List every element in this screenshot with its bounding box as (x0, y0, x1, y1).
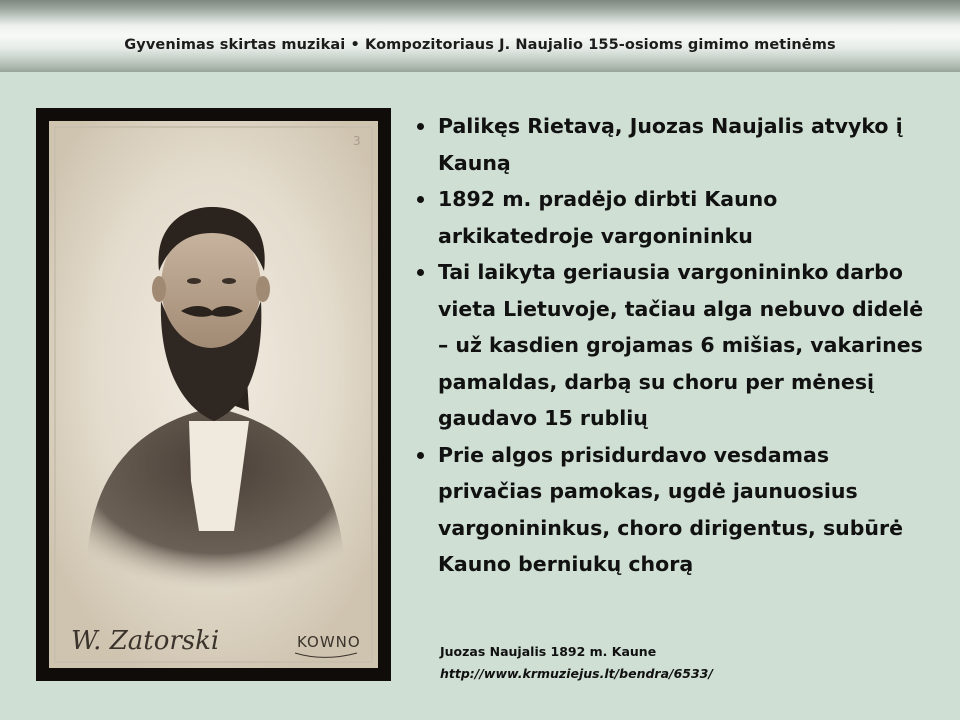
bullet-dot-icon (417, 196, 424, 203)
bullet-item (408, 108, 938, 181)
bullet-item (408, 254, 938, 437)
page-title: Gyvenimas skirtas muzikai • Kompozitoriaus J. Naujalio 155-osioms gimimo metinėms (124, 37, 836, 53)
portrait-photo (49, 121, 378, 668)
bullet-item (408, 181, 938, 254)
portrait-image (49, 121, 378, 668)
bullet-dot-icon (417, 123, 424, 130)
bullet-text: 1892 m. pradėjo dirbti Kauno arkikatedroje vargonininku (438, 187, 778, 248)
source-link[interactable]: http://www.krmuziejus.lt/bendra/6533/ (440, 666, 713, 681)
bullet-text: Tai laikyta geriausia vargonininko darbo vieta Lietuvoje, tačiau alga nebuvo didelė – už kasdien grojamas 6 mišias, vakarines pamaldas, darbą su choru per mėnesį gaudavo 15 rublių (438, 260, 924, 430)
photo-caption (440, 641, 940, 685)
bullet-text: Palikęs Rietavą, Juozas Naujalis atvyko į Kauną (438, 114, 903, 175)
photo-place-label: KOWNO (297, 633, 361, 651)
bullet-list (408, 108, 938, 583)
title-bar (0, 0, 960, 72)
portrait-photo-frame (36, 108, 391, 681)
bullet-text: Prie algos prisidurdavo vesdamas privačias pamokas, ugdė jaunuosius vargonininkus, choro dirigentus, subūrė Kauno berniukų chorą (438, 442, 904, 576)
bullet-dot-icon (417, 452, 424, 459)
caption-text: Juozas Naujalis 1892 m. Kaune (440, 644, 657, 659)
photographer-signature: W. Zatorski (71, 626, 220, 656)
photo-corner-mark: 3 (353, 134, 361, 148)
bullet-item (408, 437, 938, 583)
bullet-dot-icon (417, 269, 424, 276)
